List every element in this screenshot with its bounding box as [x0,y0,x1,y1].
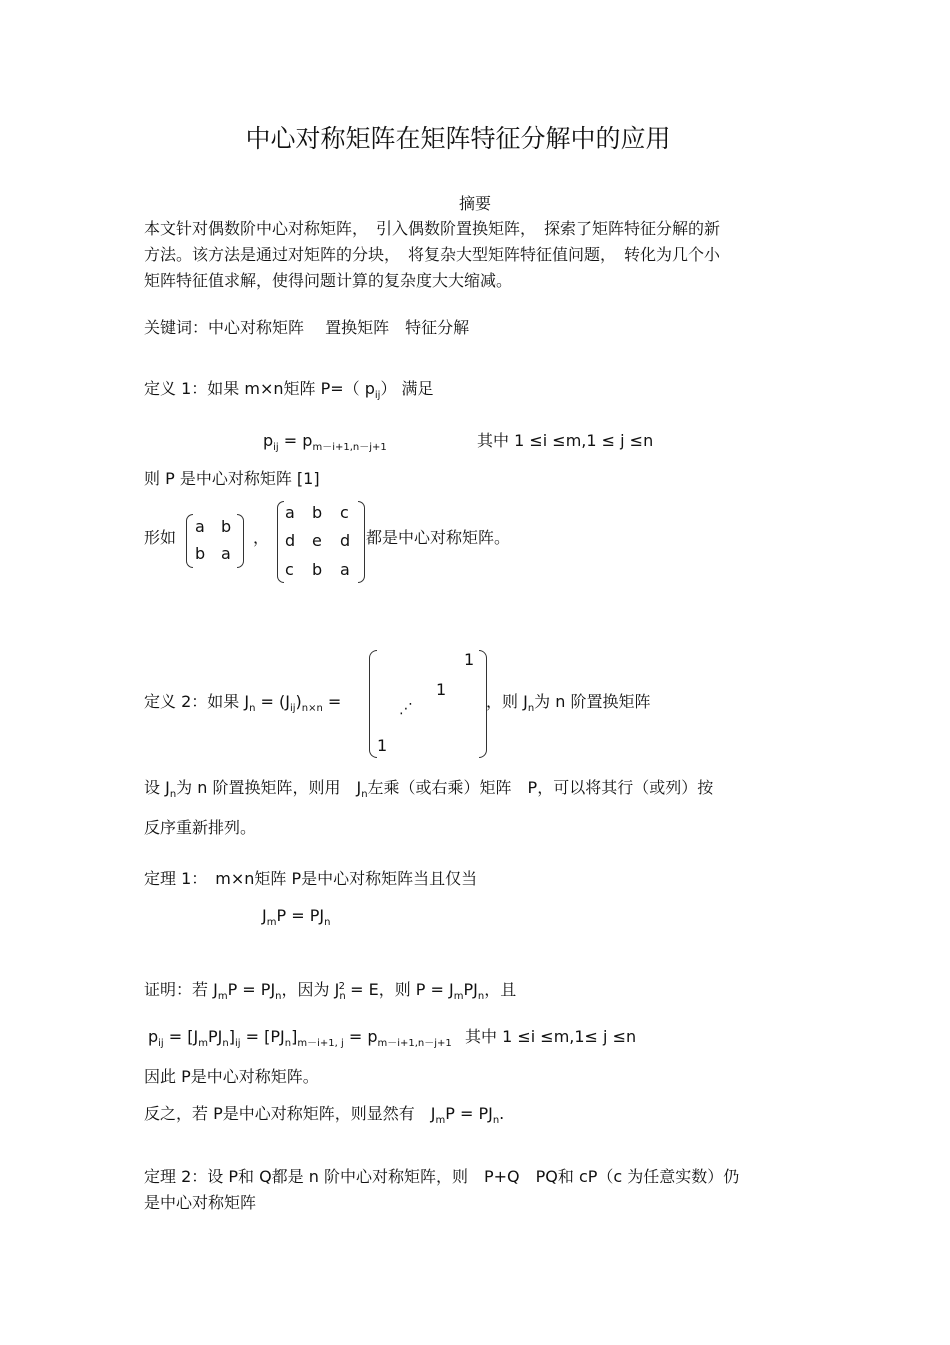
def2-sub-n: n [249,703,256,715]
theorem-1-formula [262,906,330,929]
definition-2: 定义 2：如果 $J_n = (J_{ij})_{n\times n}$ = [144,692,342,715]
example-suffix: 都是中心对称矩阵。 [366,528,511,547]
matrix-cell: b [312,560,323,579]
proof-4b: P = PJ [445,1104,493,1123]
theorem-2 [144,1164,804,1216]
proof-c: ，因为 J [281,980,340,999]
abstract-line-2: 方法。该方法是通过对矩阵的分块， 将复杂大型矩阵特征值问题， 转化为几个小 [144,245,721,264]
matrix-cell: d [340,531,351,550]
matrix-cell: e [312,531,322,550]
def2-sub-ij: ij [289,703,296,715]
matrix-cell: a [221,544,231,563]
proof-4a: 反之，若 P是中心对称矩阵，则显然有 J [144,1104,436,1123]
bracket-b: = [PJ [240,1027,285,1046]
proof-f: ，且 [484,980,517,999]
proof-line-3: 因此 P是中心对称矩阵。 [144,1067,319,1086]
definition-1 [144,379,434,402]
pj: PJ [208,1027,223,1046]
proof-line-4 [144,1104,504,1127]
p: p [148,1027,159,1046]
matrix-cell: 1 [464,650,475,669]
sub-m: m [217,991,228,1003]
sub-n: n [275,991,282,1003]
matrix-cell: b [221,517,232,536]
abstract-line-1: 本文针对偶数阶中心对称矩阵， 引入偶数阶置换矩阵， 探索了矩阵特征分解的新 [144,219,721,238]
matrix-cell: b [312,503,323,522]
def1-text: 定义 1：如果 m×n矩阵 P=（ p [144,379,375,398]
bracket-close: ] [228,1027,235,1046]
sub-n: n [284,1038,292,1050]
proof-condition: 其中 1 ≤i ≤m,1≤ j ≤n [465,1027,637,1046]
def2-mid: = (J [255,692,290,711]
abstract-body [144,216,804,294]
sub-m: m [435,1115,446,1127]
matrix-cell: a [285,503,295,522]
def2-eq: = [322,692,342,711]
anti-diagonal-dots: ⋰ [399,701,413,717]
thm1-mid: P = PJ [276,906,325,925]
sub-n: n [222,1038,229,1050]
abstract-heading: 摘要 [458,194,491,213]
example-prefix: 形如 [144,528,177,547]
def1-formula [263,431,387,454]
remark-a: 设 J [144,778,170,797]
right-bracket [237,514,244,568]
def1-sub: ij [374,390,381,402]
def1-conclusion: 则 P 是中心对称矩阵 [1] [144,469,320,488]
bracket-close-2: ] [291,1027,298,1046]
matrix-3x3 [277,501,365,583]
def2-sub-nxn: n×n [301,703,323,715]
sub-n: n [492,1115,500,1127]
sup-2: 2 [338,980,346,992]
def1-tail: ） 满足 [380,379,434,398]
formula-lhs: p [263,431,274,450]
remark-sub: n [361,789,368,801]
formula-rhs-sub: m－i+1,n－j+1 [312,442,387,454]
sub-m: m [198,1038,209,1050]
remark-line-2: 反序重新排列。 [144,818,257,837]
matrix-cell: c [285,560,294,579]
left-bracket [277,501,284,583]
right-bracket [358,501,365,583]
theorem-2-line-1: 定理 2：设 P和 Q都是 n 阶中心对称矩阵，则 P+Q PQ和 cP（c 为任意实数）仍 [144,1167,740,1186]
sub-index: m－i+1, j [297,1038,344,1050]
def2-suffix-sub: n [527,703,535,715]
matrix-cell: d [285,531,296,550]
proof-b: P = PJ [227,980,276,999]
def2-suffix-b: 为 n 阶置换矩阵 [534,692,651,711]
sub-index-2: m－i+1,n－j+1 [377,1038,452,1050]
keywords: 关键词：中心对称矩阵 置换矩阵 特征分解 [144,318,470,337]
thm1-sub-m: m [266,917,277,929]
page-title: 中心对称矩阵在矩阵特征分解中的应用 [245,124,671,153]
sub-n: n [477,991,485,1003]
eq-p: = p [343,1027,378,1046]
formula-lhs-sub: ij [273,442,279,454]
sub-m: m [453,991,464,1003]
def2-prefix: 定义 2：如果 J [144,692,250,711]
remark-c: 左乘（或右乘）矩阵 P，可以将其行（或列）按 [367,778,714,797]
matrix-cell: a [195,517,205,536]
matrix-cell: b [195,544,206,563]
matrix-cell: 1 [377,736,388,755]
sub-ij: ij [158,1038,164,1050]
proof-d: = E，则 P = J [345,980,454,999]
theorem-1: 定理 1： m×n矩阵 P是中心对称矩阵当且仅当 [144,869,478,888]
permutation-matrix [369,650,487,758]
theorem-2-line-2: 是中心对称矩阵 [144,1193,257,1212]
abstract-line-3: 矩阵特征值求解，使得问题计算的复杂度大大缩减。 [144,271,513,290]
def2-suffix [486,692,650,715]
remark-line-1 [144,778,713,801]
example-separator: ， [253,528,270,547]
matrix-cell: a [340,560,350,579]
proof-4c: . [499,1104,505,1123]
thm1-j: J [262,906,267,925]
matrix-2x2 [186,514,244,568]
def1-condition: 其中 1 ≤i ≤m,1 ≤ j ≤n [477,431,654,450]
left-bracket [186,514,193,568]
thm1-sub-n: n [324,917,331,929]
proof-line-1 [144,980,516,1003]
matrix-cell: 1 [436,680,447,699]
remark-b: 为 n 阶置换矩阵，则用 J [176,778,362,797]
proof-e: PJ [463,980,478,999]
remark-sub: n [169,789,177,801]
proof-line-2 [148,1027,452,1050]
sub-ij: ij [234,1038,241,1050]
formula-eq: = p [278,431,313,450]
sub-n: n [339,991,346,1003]
left-bracket [369,650,377,758]
matrix-cell: c [340,503,349,522]
bracket-a: = [J [163,1027,199,1046]
proof-a: 证明：若 J [144,980,218,999]
def2-suffix-a: ，则 J [486,692,528,711]
